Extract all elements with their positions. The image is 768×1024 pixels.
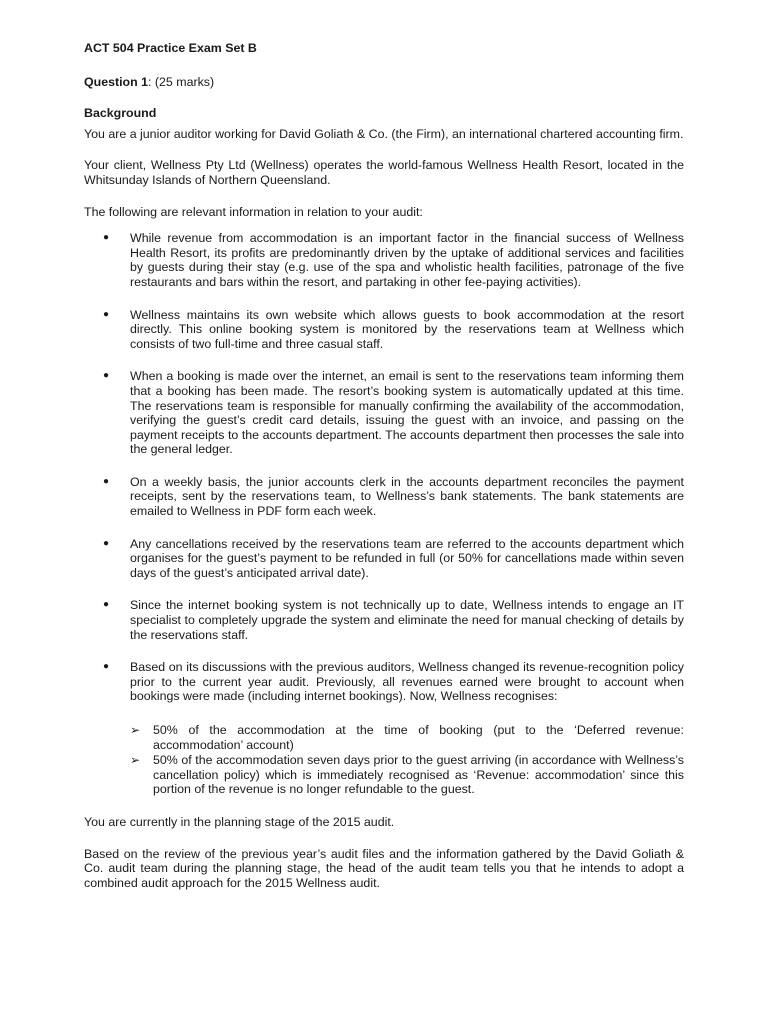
sub-list-item-text: 50% of the accommodation at the time of booking (put to the ‘Deferred revenue: accommodation’ account) (153, 723, 684, 752)
arrowhead-bullet-icon: ➢ (130, 723, 141, 737)
bullet-dot-icon: ● (103, 370, 110, 382)
sub-list-item (130, 723, 684, 752)
list-item-text: While revenue from accommodation is an important factor in the financial success of Wellness Health Resort, its profits are predominantly driven by the uptake of additional services and facilities by guests during their stay (e.g. use of the spa and wholistic health facilities, patronage of the five restaurants and bars within the resort, and partaking in other fee-paying activities). (130, 231, 684, 289)
bullet-dot-icon: ● (103, 599, 110, 611)
list-item (84, 660, 684, 797)
bullet-dot-icon: ● (103, 537, 110, 549)
document-title: ACT 504 Practice Exam Set B (84, 41, 257, 55)
bullet-dot-icon: ● (103, 661, 110, 673)
list-item-text: Based on its discussions with the previous auditors, Wellness changed its revenue-recognition policy prior to the current year audit. Previously, all revenues earned were brought to account when bookings were made (including internet bookings). Now, Wellness recognises: (130, 660, 684, 704)
list-item-text: When a booking is made over the internet, an email is sent to the reservations team informing them that a booking has been made. The resort’s booking system is automatically updated at this time. The reservations team is responsible for manually confirming the availability of the accommodation, verifying the guest’s credit card details, issuing the guest with an invoice, and passing on the payment receipts to the accounts department. The accounts department then processes the sale into the general ledger. (130, 369, 684, 457)
background-heading: Background (84, 106, 157, 121)
list-item (84, 598, 684, 642)
list-item (84, 369, 684, 457)
recognition-sub-list (130, 723, 684, 797)
bullet-dot-icon: ● (103, 475, 110, 487)
list-item-text: Since the internet booking system is not technically up to date, Wellness intends to engage an IT specialist to completely upgrade the system and eliminate the need for manual checking of details by the reservations staff. (130, 598, 684, 642)
list-item (84, 231, 684, 289)
list-item-text: Any cancellations received by the reservations team are referred to the accounts department which organises for the guest’s payment to be refunded in full (or 50% for cancellations made within seven days of the guest’s anticipated arrival date). (130, 536, 684, 580)
list-item-text: On a weekly basis, the junior accounts clerk in the accounts department reconciles the payment receipts, sent by the reservations team, to Wellness’s bank statements. The bank statements are emailed to Wellness in PDF form each week. (130, 474, 684, 519)
list-item (84, 537, 684, 581)
list-item-text: Wellness maintains its own website which allows guests to book accommodation at the resort directly. This online booking system is monitored by the reservations team at Wellness which consists of two full-time and three casual staff. (130, 307, 684, 351)
arrowhead-bullet-icon: ➢ (130, 753, 141, 768)
audit-approach-paragraph: Based on the review of the previous year’s audit files and the information gathered by the David Goliath & Co. audit team during the planning stage, the head of the audit team tells you that he intends to adopt a combined audit approach for the 2015 Wellness audit. (84, 846, 684, 890)
question-heading (84, 75, 684, 90)
question-marks: : (25 marks) (148, 74, 215, 89)
intro-paragraph-firm: You are a junior auditor working for David Goliath & Co. (the Firm), an international chartered accounting firm. (84, 126, 684, 141)
sub-list-item (130, 753, 684, 797)
bullet-dot-icon: ● (103, 308, 110, 320)
audit-info-list (84, 231, 684, 797)
question-label: Question 1 (84, 74, 149, 89)
planning-stage-paragraph: You are currently in the planning stage of the 2015 audit. (84, 814, 395, 829)
sub-list-item-text: 50% of the accommodation seven days prior to the guest arriving (in accordance with Wellness’s cancellation policy) which is immediately recognised as ‘Revenue: accommodation’ since this portion of the revenue is no longer refundable to the guest. (153, 753, 684, 797)
bullet-dot-icon: ● (103, 232, 110, 244)
intro-paragraph-client: Your client, Wellness Pty Ltd (Wellness) operates the world-famous Wellness Health Resort, located in the Whitsunday Islands of Northern Queensland. (84, 158, 684, 187)
list-item (84, 308, 684, 352)
list-item (84, 475, 684, 519)
intro-paragraph-relevant-info: The following are relevant information in relation to your audit: (84, 204, 423, 219)
